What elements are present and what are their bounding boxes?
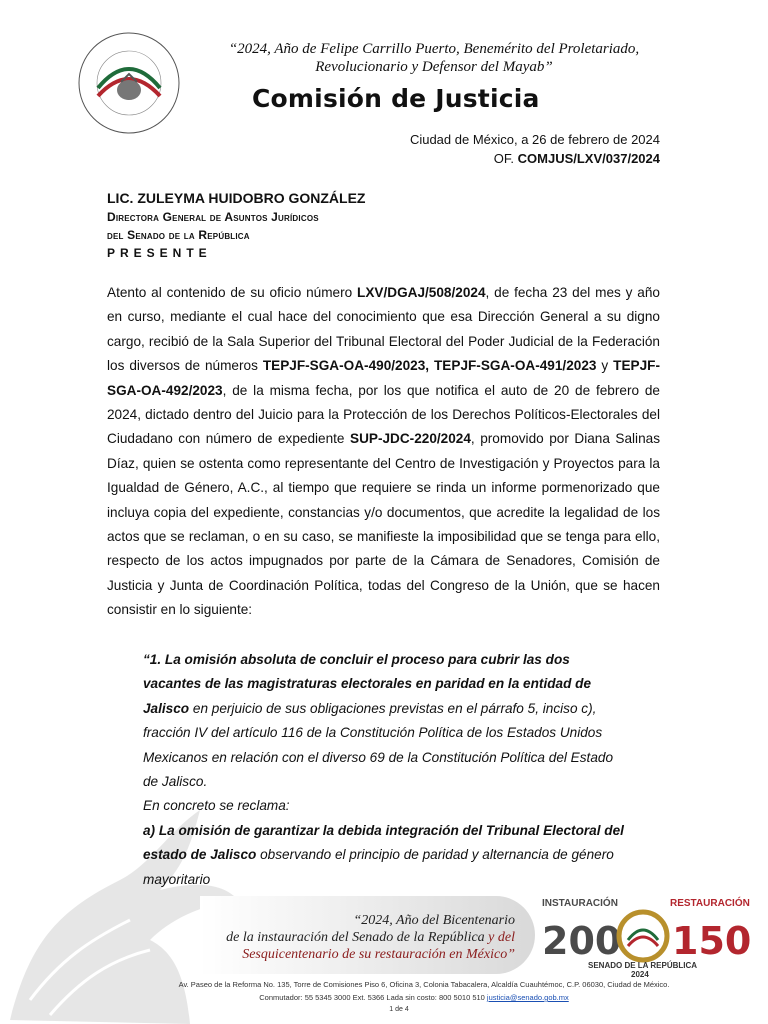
- body-paragraph: [107, 281, 660, 623]
- motto-line-2: Revolucionario y Defensor del Mayab”: [315, 59, 553, 75]
- claim-1-rest: en perjuicio de sus obligaciones previstas en el párrafo 5, inciso c), fracción IV del artículo 116 de la Constitución Política de los Estados Unidos Mexicanos en relación con el diverso 69 de la Constitución Política del Estado de Jalisco.: [143, 700, 614, 790]
- oficio-number: LXV/DGAJ/508/2024: [357, 285, 486, 300]
- of-prefix: OF.: [493, 151, 518, 166]
- body-text-3: y: [596, 358, 614, 374]
- of-number: COMJUS/LXV/037/2024: [517, 151, 660, 166]
- body-text-4: , de la misma fecha, por los que notifica el auto de 20 de febrero de 2024, dictado dentro del Juicio para la Protección de los Derechos Políticos-Electorales del Ciudadano con número de expediente: [107, 382, 660, 447]
- footer-motto: [215, 912, 515, 963]
- footer-motto-line-2b: y del: [488, 930, 515, 945]
- body-text-2: , de fecha 23 del mes y año en curso, mediante el cual hace del conocimiento que esa Dirección General a su digno cargo, recibió de la Sala Superior del Tribunal Electoral del Poder Judicial de la Federación los diversos de números: [107, 285, 660, 374]
- claim-a: [143, 819, 627, 892]
- claim-intro: En concreto se reclama:: [143, 798, 290, 814]
- expediente-number: SUP-JDC-220/2024: [350, 431, 471, 447]
- tepjf-numbers: TEPJF-SGA-OA-490/2023, TEPJF-SGA-OA-491/2023: [262, 358, 597, 374]
- document-number: [494, 151, 660, 166]
- place-date: Ciudad de México, a 26 de febrero de 2024: [409, 132, 660, 147]
- addressee-name: LIC. ZULEYMA HUIDOBRO GONZÁLEZ: [107, 190, 366, 206]
- page-number: 1 de 4: [389, 1006, 409, 1013]
- claim-a-bold: a) La omisión de garantizar la debida integración del Tribunal Electoral del estado de Jalisco: [143, 822, 624, 863]
- quoted-claims: [143, 648, 627, 892]
- addressee-title-1: Directora General de Asuntos Jurídicos: [107, 210, 319, 224]
- claim-1: [143, 648, 627, 794]
- commission-title: Comisión de Justicia: [252, 84, 540, 113]
- logo-year: 2024: [631, 970, 649, 978]
- claim-a-rest: observando el principio de paridad y alternancia de género mayoritario: [143, 847, 614, 887]
- logo-senado: SENADO DE LA REPÚBLICA: [588, 961, 698, 970]
- bicentenario-logo: [540, 894, 752, 978]
- body-text-5: , promovido por Diana Salinas Díaz, quien se ostenta como representante del Centro de Investigación y Proyectos para la Igualdad de Género, A.C., al tiempo que requiere se rinda un informe pormenorizado que incluya copia del expediente, constancias y/o documentos, que acredite la legalidad de los actos que se reclaman, o en su caso, se manifieste la imposibilidad que se tenga para ello, respecto de los actos impugnados por parte de la Cámara de Senadores, Comisión de Justicia y Junta de Coordinación Política, todas del Congreso de la Unión, que se hacen consistir en lo siguiente:: [107, 431, 660, 618]
- logo-instauracion: INSTAURACIÓN: [542, 898, 618, 909]
- motto-line-1: “2024, Año de Felipe Carrillo Puerto, Benemérito del Proletariado,: [228, 41, 640, 57]
- footer-motto-line-2a: de la instauración del Senado de la República: [226, 930, 489, 945]
- logo-restauracion: RESTAURACIÓN: [670, 898, 750, 909]
- footer-email-link[interactable]: justicia@senado.gob.mx: [486, 993, 569, 1002]
- addressee-title-2: del Senado de la República: [107, 228, 250, 242]
- logo-150: 150: [672, 919, 752, 963]
- footer-contact: [0, 993, 768, 1002]
- footer-motto-line-1: “2024, Año del Bicentenario: [353, 913, 515, 928]
- header-motto: [160, 40, 708, 76]
- footer-motto-line-3: Sesquicentenario de su restauración en México”: [242, 947, 515, 962]
- logo-200: 200: [542, 919, 622, 963]
- tepjf-number-3: TEPJF-SGA-OA-492/2023: [107, 358, 660, 398]
- footer-phone: Conmutador: 55 5345 3000 Ext. 5366 Lada sin costo: 800 5010 510: [259, 993, 487, 1002]
- footer-address: Av. Paseo de la Reforma No. 135, Torre de Comisiones Piso 6, Oficina 3, Colonia Tabacalera, Alcaldía Cuauhtémoc, C.P. 06030, Ciudad de México.: [178, 980, 670, 989]
- footer-motto-line-2: [215, 929, 515, 946]
- body-text-1: Atento al contenido de su oficio número: [107, 285, 358, 300]
- claim-1-bold: “1. La omisión absoluta de concluir el proceso para cubrir las dos vacantes de las magistraturas electorales en paridad en la entidad de Jalisco: [143, 652, 592, 716]
- presente-label: PRESENTE: [107, 246, 212, 260]
